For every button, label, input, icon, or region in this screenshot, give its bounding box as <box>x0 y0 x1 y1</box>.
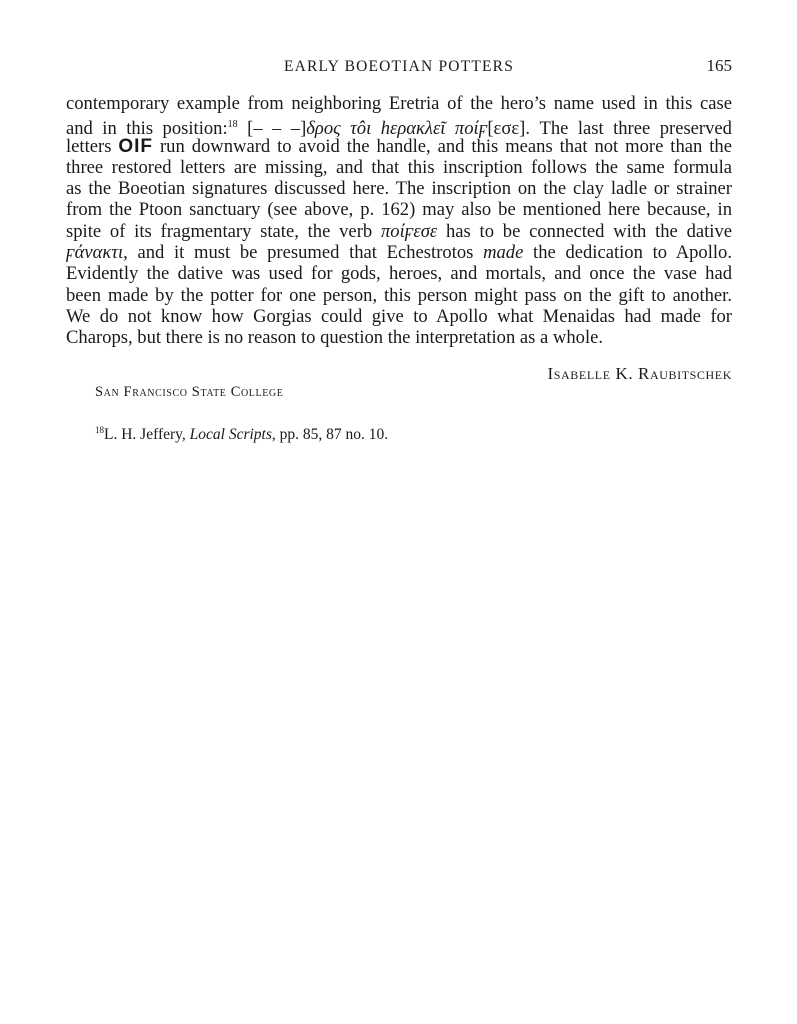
text-span: [– – –] <box>237 118 307 140</box>
text-span: letters <box>66 135 119 157</box>
greek-inscription: δρος τôι hερακλεῖ ποίϝ <box>306 118 488 140</box>
text-line-7 <box>66 221 732 242</box>
footnote <box>95 425 388 444</box>
greek-verb: ποίϝεσε <box>380 220 438 242</box>
restored-letters: [εσε] <box>487 118 526 140</box>
text-line-6 <box>66 199 732 220</box>
text-span: We do not know how Gorgias could give to Apollo what Menaidas had made for <box>66 305 732 327</box>
text-span: . The last three preserved <box>525 118 732 140</box>
text-line-12 <box>66 327 732 348</box>
text-span: and in this position: <box>66 118 228 140</box>
text-line-4 <box>66 157 732 178</box>
running-header <box>66 56 732 80</box>
text-span: from the Ptoon sanctuary (see above, p. 162) may also be mentioned here because, in <box>66 199 732 221</box>
text-span: and it must be presumed that Echestrotos <box>127 242 484 264</box>
text-span: as the Boeotian signatures discussed here. The inscription on the clay ladle or strainer <box>66 178 732 200</box>
text-line-9 <box>66 263 732 284</box>
footnote-text: , pp. 85, 87 no. 10. <box>271 426 389 443</box>
footnote-title: Local Scripts <box>189 426 272 443</box>
text-span: has to be connected with the dative <box>437 220 733 242</box>
footnote-number: 18 <box>95 425 104 435</box>
inscription-letters: OIF <box>118 135 154 157</box>
text-span: spite of its fragmentary state, the verb <box>66 220 381 242</box>
page-number: 165 <box>706 56 732 75</box>
footnote-text: L. H. Jeffery, <box>104 426 190 443</box>
text-span: run downward to avoid the handle, and this means that not more than the <box>153 135 732 157</box>
text-line-2 <box>66 114 732 140</box>
text-span: Evidently the dative was used for gods, heroes, and mortals, and once the vase had <box>66 263 732 285</box>
text-line-3 <box>66 136 732 157</box>
text-line-8 <box>66 242 732 263</box>
greek-dative: ϝάνακτι, <box>66 242 128 264</box>
text-span: the dedication to Apollo. <box>523 242 732 264</box>
text-span: Charops, but there is no reason to question the interpretation as a whole. <box>66 327 604 349</box>
text-span: three restored letters are missing, and that this inscription follows the same formula <box>66 156 732 178</box>
running-title: EARLY BOEOTIAN POTTERS <box>283 58 515 75</box>
author-name: Isabelle K. Raubitschek <box>547 364 732 383</box>
text-span: contemporary example from neighboring Eretria of the hero’s name used in this case <box>66 93 732 114</box>
text-line-10 <box>66 285 732 306</box>
body-paragraph <box>66 93 732 349</box>
author-affiliation: San Francisco State College <box>95 384 284 400</box>
text-line-11 <box>66 306 732 327</box>
text-line-1 <box>66 93 732 114</box>
footnote-ref: 18 <box>227 119 238 131</box>
emphasis-made: made <box>483 242 524 264</box>
text-line-5 <box>66 178 732 199</box>
text-span: been made by the potter for one person, this person might pass on the gift to another. <box>66 284 732 306</box>
